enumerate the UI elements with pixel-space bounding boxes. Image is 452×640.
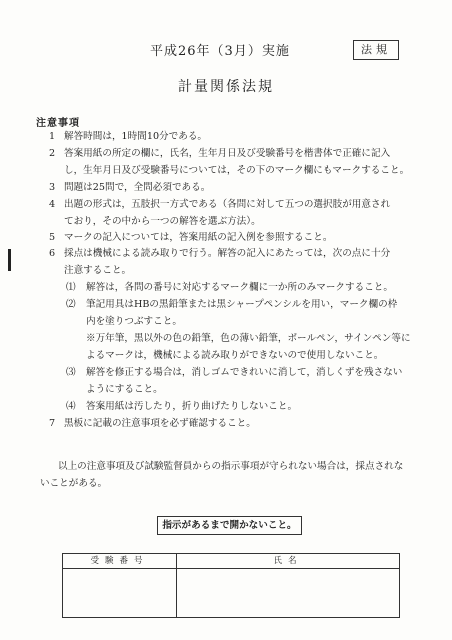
note-text: 内を塗りつぶすこと。 (86, 316, 182, 327)
scan-mark (8, 249, 11, 271)
note-text: 注意すること。 (64, 265, 132, 276)
note-text: マークの記入については，答案用紙の記入例を参照すること。 (64, 232, 333, 243)
note-text: 答案用紙は汚したり，折り曲げたりしないこと。 (86, 401, 298, 412)
note-number: 3 (49, 182, 56, 193)
note-number: 2 (49, 148, 56, 159)
note-number: 1 (49, 131, 56, 142)
subject-label: 法規 (353, 40, 399, 60)
note-number: 5 (49, 232, 56, 243)
note-text: 問題は25問で，全問必須である。 (64, 182, 211, 193)
footer-note-line-1: 以上の注意事項及び試験監督員からの指示事項が守られない場合は，採点されな (58, 461, 404, 472)
note-text: ようにすること。 (86, 384, 163, 395)
examinee-id-table (62, 553, 400, 618)
note-text: 解答を修正する場合は，消しゴムできれいに消して，消しくずを残さない (86, 367, 403, 378)
name-header: 氏名 (177, 554, 399, 569)
note-text: 答案用紙の所定の欄に，氏名，生年月日及び受験番号を楷書体で正確に記入 (64, 148, 391, 159)
note-text: 解答時間は，1時間10分である。 (64, 131, 208, 142)
do-not-open-notice: 指示があるまで開かないこと。 (157, 516, 302, 535)
note-number: ⑴ (66, 282, 76, 293)
exam-number-header: 受験番号 (63, 554, 177, 569)
note-text: 採点は機械による読み取りで行う。解答の記入にあたっては，次の点に十分 (64, 248, 391, 259)
note-number: ⑵ (66, 299, 76, 310)
page-title: 計量関係法規 (178, 79, 274, 95)
note-number: ⑷ (66, 401, 76, 412)
exam-number-field[interactable] (63, 569, 176, 617)
note-text: 黒板に記載の注意事項を必ず確認すること。 (64, 418, 256, 429)
note-text: し，生年月日及び受験番号については，その下のマーク欄にもマークすること。 (64, 165, 410, 176)
name-field[interactable] (177, 569, 399, 617)
footer-note-line-2: いことがある。 (40, 478, 108, 489)
note-number: 7 (49, 418, 56, 429)
note-number: 4 (49, 199, 56, 210)
note-number: ⑶ (66, 367, 76, 378)
note-text: ており，その中から一つの解答を選ぶ方法）。 (64, 216, 261, 227)
notes-heading: 注意事項 (36, 118, 80, 129)
note-text: 解答は，各問の番号に対応するマーク欄に一か所のみマークすること。 (86, 282, 393, 293)
note-number: 6 (49, 248, 56, 259)
note-text: 筆記用具はHBの黒鉛筆または黒シャープペンシルを用い，マーク欄の枠 (86, 299, 398, 310)
note-text: 出題の形式は，五肢択一方式である（各問に対して五つの選択肢が用意され (64, 199, 391, 210)
note-text: ※万年筆，黒以外の色の鉛筆，色の薄い鉛筆，ボールペン，サインペン等に (86, 333, 411, 344)
exam-date: 平成26年（3月）実施 (150, 44, 290, 59)
note-text: よるマークは，機械による読み取りができないので使用しないこと。 (86, 350, 384, 361)
